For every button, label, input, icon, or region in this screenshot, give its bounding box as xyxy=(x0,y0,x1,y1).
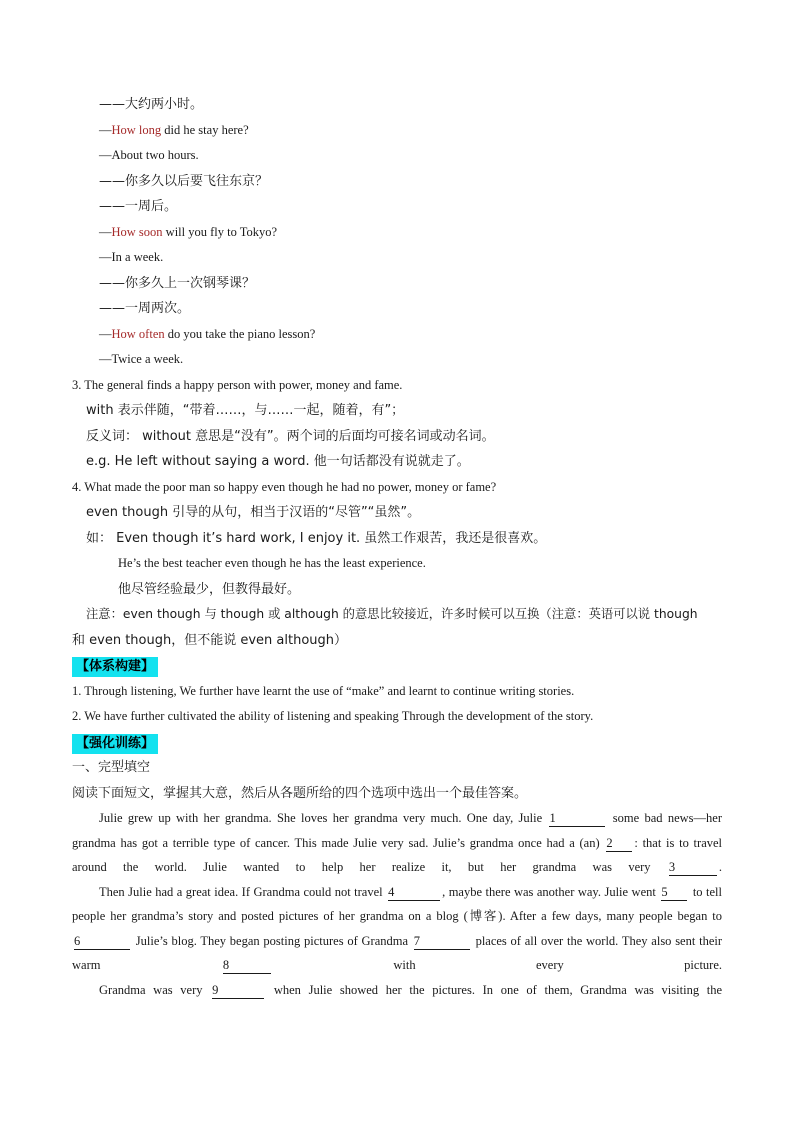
point-4-example-2-zh: 他尽管经验最少，但教得最好。 xyxy=(118,581,301,597)
dialog-line: ——大约两小时。 xyxy=(99,97,204,112)
instruction: 阅读下面短文，掌握其大意，然后从各题所给的四个选项中选出一个最佳答案。 xyxy=(72,785,528,801)
section-tag: 【体系构建】 xyxy=(72,657,158,677)
system-item-2: 2. We have further cultivated the ability of listening and speaking Through the development of the story. xyxy=(72,709,594,723)
point-4-example-2-en: He’s the best teacher even though he has the least experience. xyxy=(118,556,426,570)
passage-paragraph-1: Julie grew up with her grandma. She loves her grandma very much. One day, Julie 1 some bad news—her grandma has got a terrible type of cancer. This made Julie very sad. Julie’s grandma once had a (an) 2 : that is to travel around the world. Julie wanted to help her realize it, but her grandma was very 3 . xyxy=(72,811,723,874)
document-page xyxy=(72,92,722,1002)
point-4-explain: even though 引导的从句，相当于汉语的“尽管”“虽然”。 xyxy=(86,505,421,520)
blank-9[interactable]: 9 xyxy=(212,983,264,999)
section-practice-header xyxy=(72,730,722,756)
dialog-line: —How often do you take the piano lesson? xyxy=(99,326,316,341)
dialog-line: —How long did he stay here? xyxy=(99,122,249,137)
system-item-1: 1. Through listening, We further have learnt the use of “make” and learnt to continue writing stories. xyxy=(72,683,575,698)
part-title: 一、完型填空 xyxy=(72,760,151,775)
question-word: How soon xyxy=(111,224,163,239)
point-4-example-1: 如： Even though it’s hard work, I enjoy it. 虽然工作艰苦，我还是很喜欢。 xyxy=(86,530,547,546)
point-3-title: 3. The general finds a happy person with power, money and fame. xyxy=(72,377,403,392)
blank-1[interactable]: 1 xyxy=(549,811,605,827)
passage-paragraph-2: Then Julie had a great idea. If Grandma could not travel 4 , maybe there was another way. Julie went 5 to tell people her grandma’s story and posted pictures of her grandma on a blog (博客). After a few days, many people began to 6 Julie’s blog. They began posting pictures of Grandma 7 places of all over the world. They also sent their warm 8 with every picture. xyxy=(72,884,723,972)
blank-3[interactable]: 3 xyxy=(669,860,717,876)
section-system-header xyxy=(72,653,722,679)
dialog-line: ——你多久上一次钢琴课？ xyxy=(99,275,256,291)
dialog-line: —How soon will you fly to Tokyo? xyxy=(99,224,278,239)
dialog-line: ——一周两次。 xyxy=(99,301,191,316)
question-word: How long xyxy=(111,122,162,137)
blank-8[interactable]: 8 xyxy=(223,958,271,974)
blank-5[interactable]: 5 xyxy=(661,885,687,901)
point-4-title: 4. What made the poor man so happy even though he had no power, money or fame? xyxy=(72,479,497,494)
point-3-with-note: with 表示伴随，“带着……，与……一起，随着，有”； xyxy=(86,403,405,418)
dialog-line: —About two hours. xyxy=(99,148,199,162)
point-4-note-line-1: 注意：even though 与 though 或 although 的意思比较接近，许多时候可以互换（注意：英语可以说 though xyxy=(86,607,698,621)
passage-paragraph-3: Grandma was very 9 when Julie showed her the pictures. In one of them, Grandma was visiting the xyxy=(99,982,722,997)
point-3-antonym: 反义词： without 意思是“没有”。两个词的后面均可接名词或动名词。 xyxy=(86,428,495,444)
dialog-line: —Twice a week. xyxy=(99,352,184,366)
section-tag: 【强化训练】 xyxy=(72,734,158,754)
dialog-line: ——一周后。 xyxy=(99,199,178,214)
point-4-note-line-2: 和 even though，但不能说 even although） xyxy=(72,632,348,648)
dialog-line: ——你多久以后要飞往东京？ xyxy=(99,173,269,189)
blank-4[interactable]: 4 xyxy=(388,885,440,901)
dialog-line: —In a week. xyxy=(99,250,164,264)
question-word: How often xyxy=(111,326,165,341)
blank-2[interactable]: 2 xyxy=(606,836,632,852)
blank-7[interactable]: 7 xyxy=(414,934,470,950)
point-3-example: e.g. He left without saying a word. 他一句话都没有说就走了。 xyxy=(86,454,470,469)
blank-6[interactable]: 6 xyxy=(74,934,130,950)
